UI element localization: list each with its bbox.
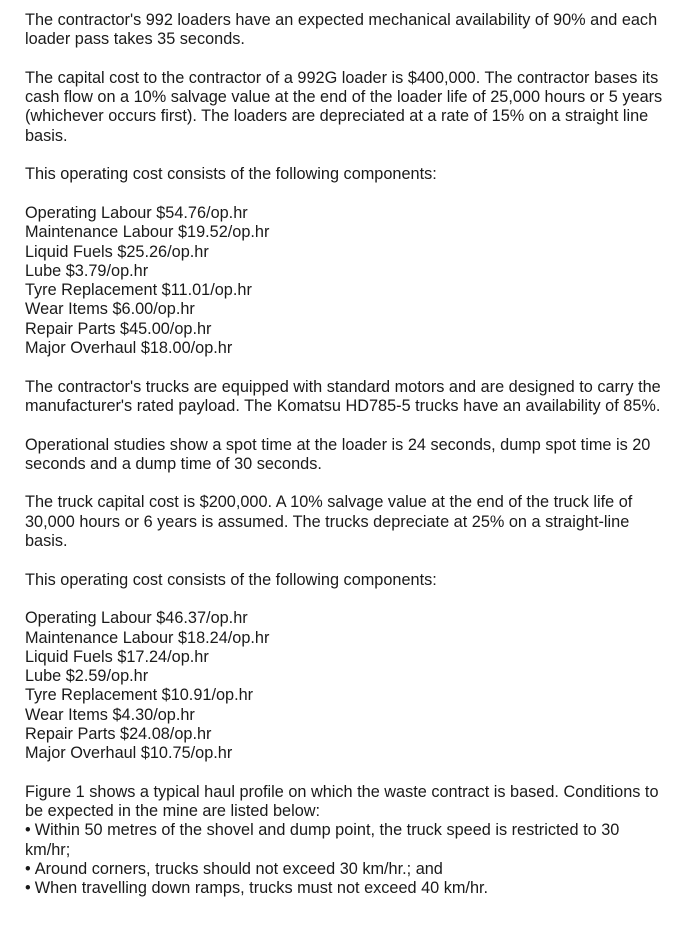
condition-text: Around corners, trucks should not exceed 30 km/hr.; and (34, 860, 443, 879)
haul-profile-intro: Figure 1 shows a typical haul profile on which the waste contract is based. Conditions to be expected in the mine are listed below: (25, 782, 659, 821)
operational-studies-paragraph: Operational studies show a spot time at the loader is 24 seconds, dump spot time is 20 seconds and a dump time of 30 seconds. (25, 435, 651, 473)
document-body (25, 11, 665, 899)
condition-text: Within 50 metres of the shovel and dump point, the truck speed is restricted to 30 km/hr; (25, 821, 620, 859)
list-item: Lube $3.79/op.hr (25, 261, 149, 280)
list-item: Repair Parts $24.08/op.hr (25, 724, 212, 743)
condition-item (25, 879, 665, 898)
list-item: Operating Labour $46.37/op.hr (25, 609, 248, 628)
condition-text: When travelling down ramps, trucks must not exceed 40 km/hr. (34, 879, 489, 898)
list-item: Tyre Replacement $11.01/op.hr (25, 281, 252, 300)
list-item: Wear Items $6.00/op.hr (25, 300, 195, 319)
loader-capital-cost-paragraph: The capital cost to the contractor of a 992G loader is $400,000. The contractor bases its cash flow on a 10% salvage value at the end of the loader life of 25,000 hours or 5 years (whichever occurs first). The loaders are depreciated at a rate of 15% on a straight line basis. (25, 68, 663, 145)
list-item: Tyre Replacement $10.91/op.hr (25, 686, 254, 705)
bullet-icon: • (25, 879, 31, 898)
truck-cost-list (25, 609, 665, 763)
list-item: Maintenance Labour $19.52/op.hr (25, 223, 270, 242)
list-item: Major Overhaul $18.00/op.hr (25, 339, 233, 358)
loader-operating-cost-intro: This operating cost consists of the following components: (25, 165, 437, 184)
list-item: Wear Items $4.30/op.hr (25, 705, 195, 724)
haul-conditions-section (25, 783, 665, 899)
list-item: Lube $2.59/op.hr (25, 667, 149, 686)
loader-availability-paragraph: The contractor's 992 loaders have an expected mechanical availability of 90% and each loader pass takes 35 seconds. (25, 11, 658, 49)
list-item: Liquid Fuels $17.24/op.hr (25, 647, 209, 666)
list-item: Liquid Fuels $25.26/op.hr (25, 242, 209, 261)
bullet-icon: • (25, 821, 31, 840)
truck-availability-paragraph: The contractor's trucks are equipped with standard motors and are designed to carry the manufacturer's rated payload. The Komatsu HD785-5 trucks have an availability of 85%. (25, 377, 661, 415)
list-item: Maintenance Labour $18.24/op.hr (25, 628, 270, 647)
condition-item (25, 860, 665, 879)
bullet-icon: • (25, 860, 31, 879)
list-item: Repair Parts $45.00/op.hr (25, 319, 212, 338)
condition-item (25, 821, 665, 860)
loader-cost-list (25, 204, 665, 358)
list-item: Operating Labour $54.76/op.hr (25, 203, 248, 222)
truck-capital-cost-paragraph: The truck capital cost is $200,000. A 10% salvage value at the end of the truck life of 30,000 hours or 6 years is assumed. The trucks depreciate at 25% on a straight-line basis. (25, 493, 633, 551)
truck-operating-cost-intro: This operating cost consists of the following components: (25, 570, 437, 589)
list-item: Major Overhaul $10.75/op.hr (25, 744, 233, 763)
